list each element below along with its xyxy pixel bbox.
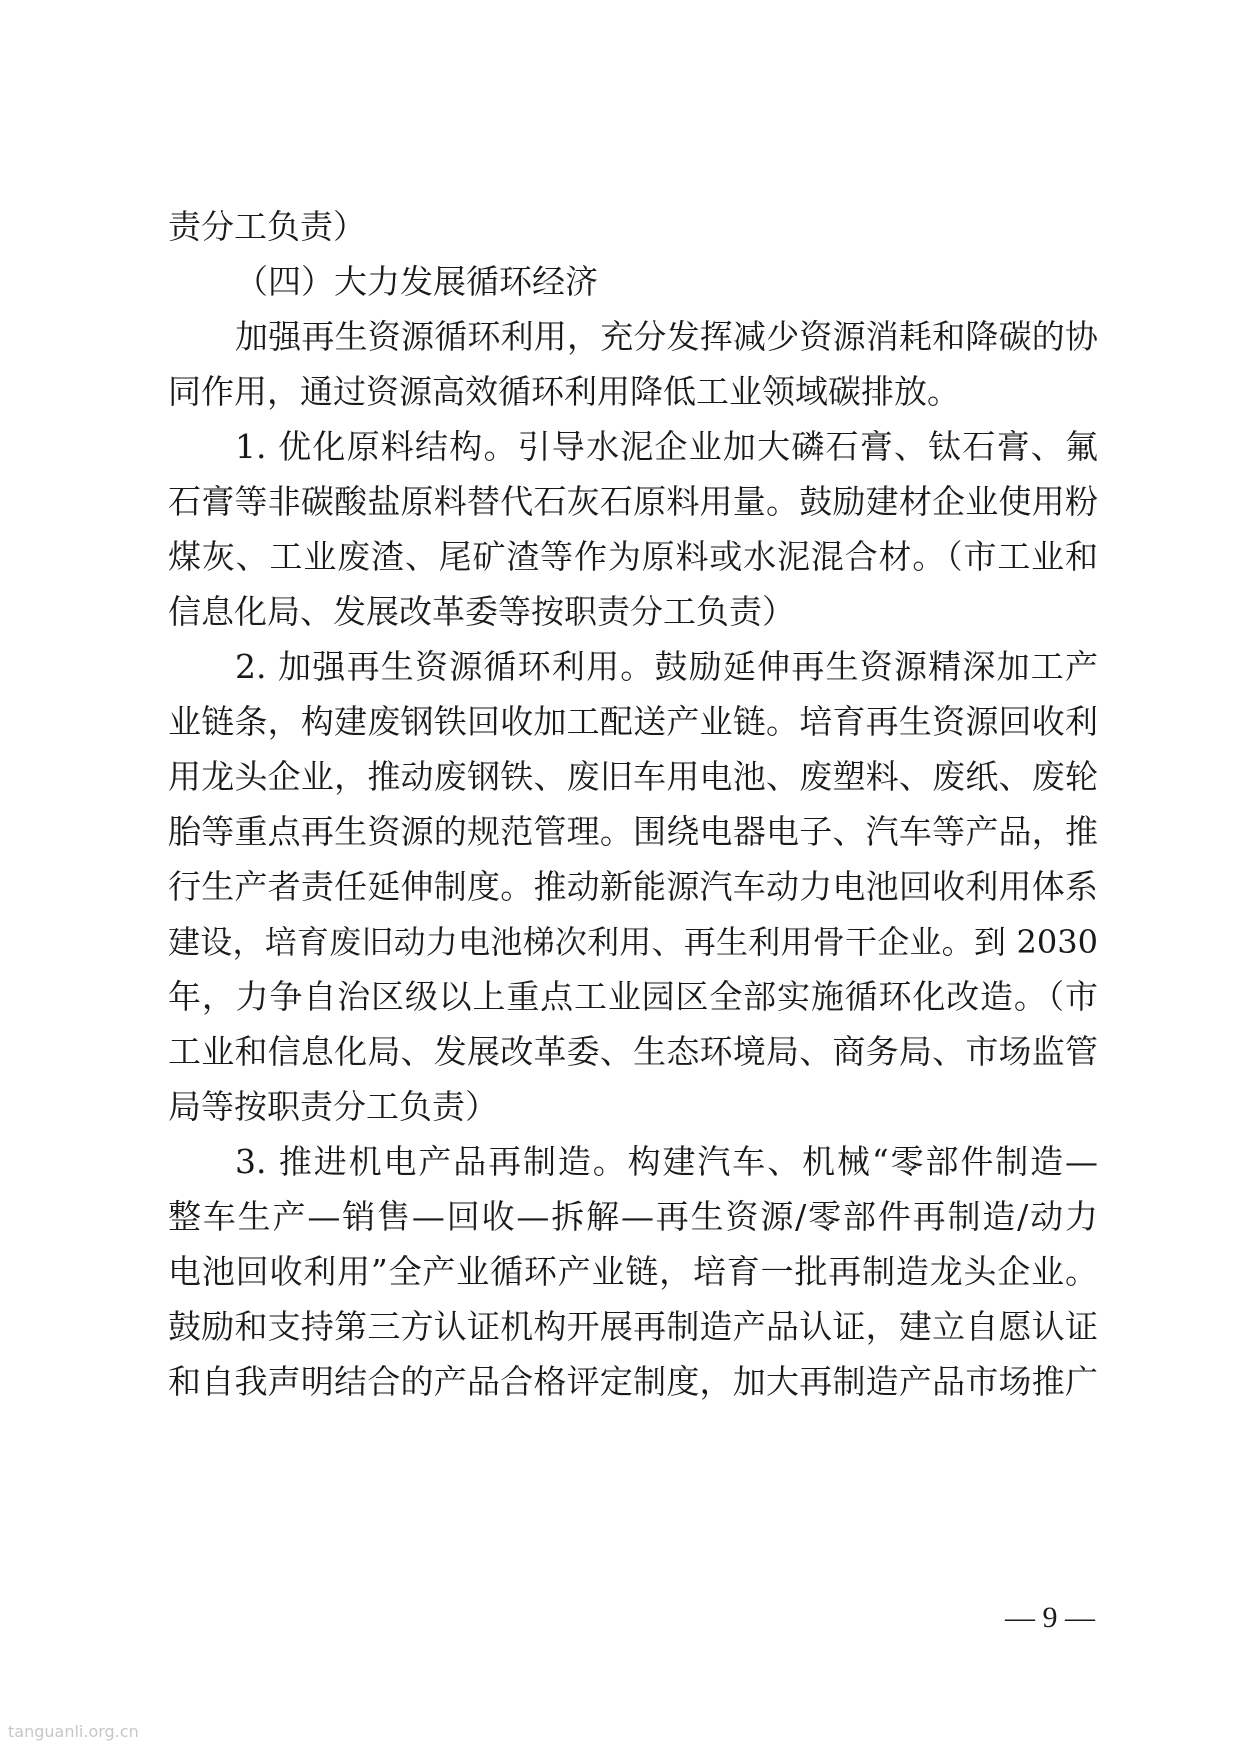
section-heading: （四）大力发展循环经济	[235, 262, 598, 301]
text-line: 2. 加强再生资源循环利用。鼓励延伸再生资源精深加工产	[235, 647, 1098, 686]
text-line: 1. 优化原料结构。引导水泥企业加大磷石膏、钛石膏、氟	[235, 427, 1098, 466]
page-number: — 9 —	[1005, 1601, 1095, 1634]
text-line: 煤灰、工业废渣、尾矿渣等作为原料或水泥混合材。（市工业和	[168, 537, 1098, 576]
text-line: 3. 推进机电产品再制造。构建汽车、机械“零部件制造—	[235, 1142, 1098, 1181]
text-line: 整车生产—销售—回收—拆解—再生资源/零部件再制造/动力	[168, 1197, 1098, 1236]
text-line: 胎等重点再生资源的规范管理。围绕电器电子、汽车等产品，推	[168, 812, 1098, 851]
text-line: 同作用，通过资源高效循环利用降低工业领域碳排放。	[168, 372, 960, 411]
text-line: 责分工负责）	[168, 207, 366, 246]
text-line: 行生产者责任延伸制度。推动新能源汽车动力电池回收利用体系	[168, 867, 1098, 906]
text-line: 工业和信息化局、发展改革委、生态环境局、商务局、市场监管	[168, 1032, 1098, 1071]
text-line: 信息化局、发展改革委等按职责分工负责）	[168, 592, 795, 631]
text-line: 局等按职责分工负责）	[168, 1087, 498, 1126]
text-line: 电池回收利用”全产业循环产业链，培育一批再制造龙头企业。	[168, 1252, 1098, 1291]
text-line: 石膏等非碳酸盐原料替代石灰石原料用量。鼓励建材企业使用粉	[168, 482, 1098, 521]
text-line: 加强再生资源循环利用，充分发挥减少资源消耗和降碳的协	[235, 317, 1098, 356]
text-line: 用龙头企业，推动废钢铁、废旧车用电池、废塑料、废纸、废轮	[168, 757, 1098, 796]
text-line: 鼓励和支持第三方认证机构开展再制造产品认证，建立自愿认证	[168, 1307, 1098, 1346]
text-line: 年，力争自治区级以上重点工业园区全部实施循环化改造。（市	[168, 977, 1098, 1016]
text-line: 业链条，构建废钢铁回收加工配送产业链。培育再生资源回收利	[168, 702, 1098, 741]
text-line: 和自我声明结合的产品合格评定制度，加大再制造产品市场推广	[168, 1362, 1098, 1401]
watermark: tanguanli.org.cn	[8, 1722, 139, 1741]
text-line: 建设，培育废旧动力电池梯次利用、再生利用骨干企业。到 2030	[168, 923, 1098, 961]
